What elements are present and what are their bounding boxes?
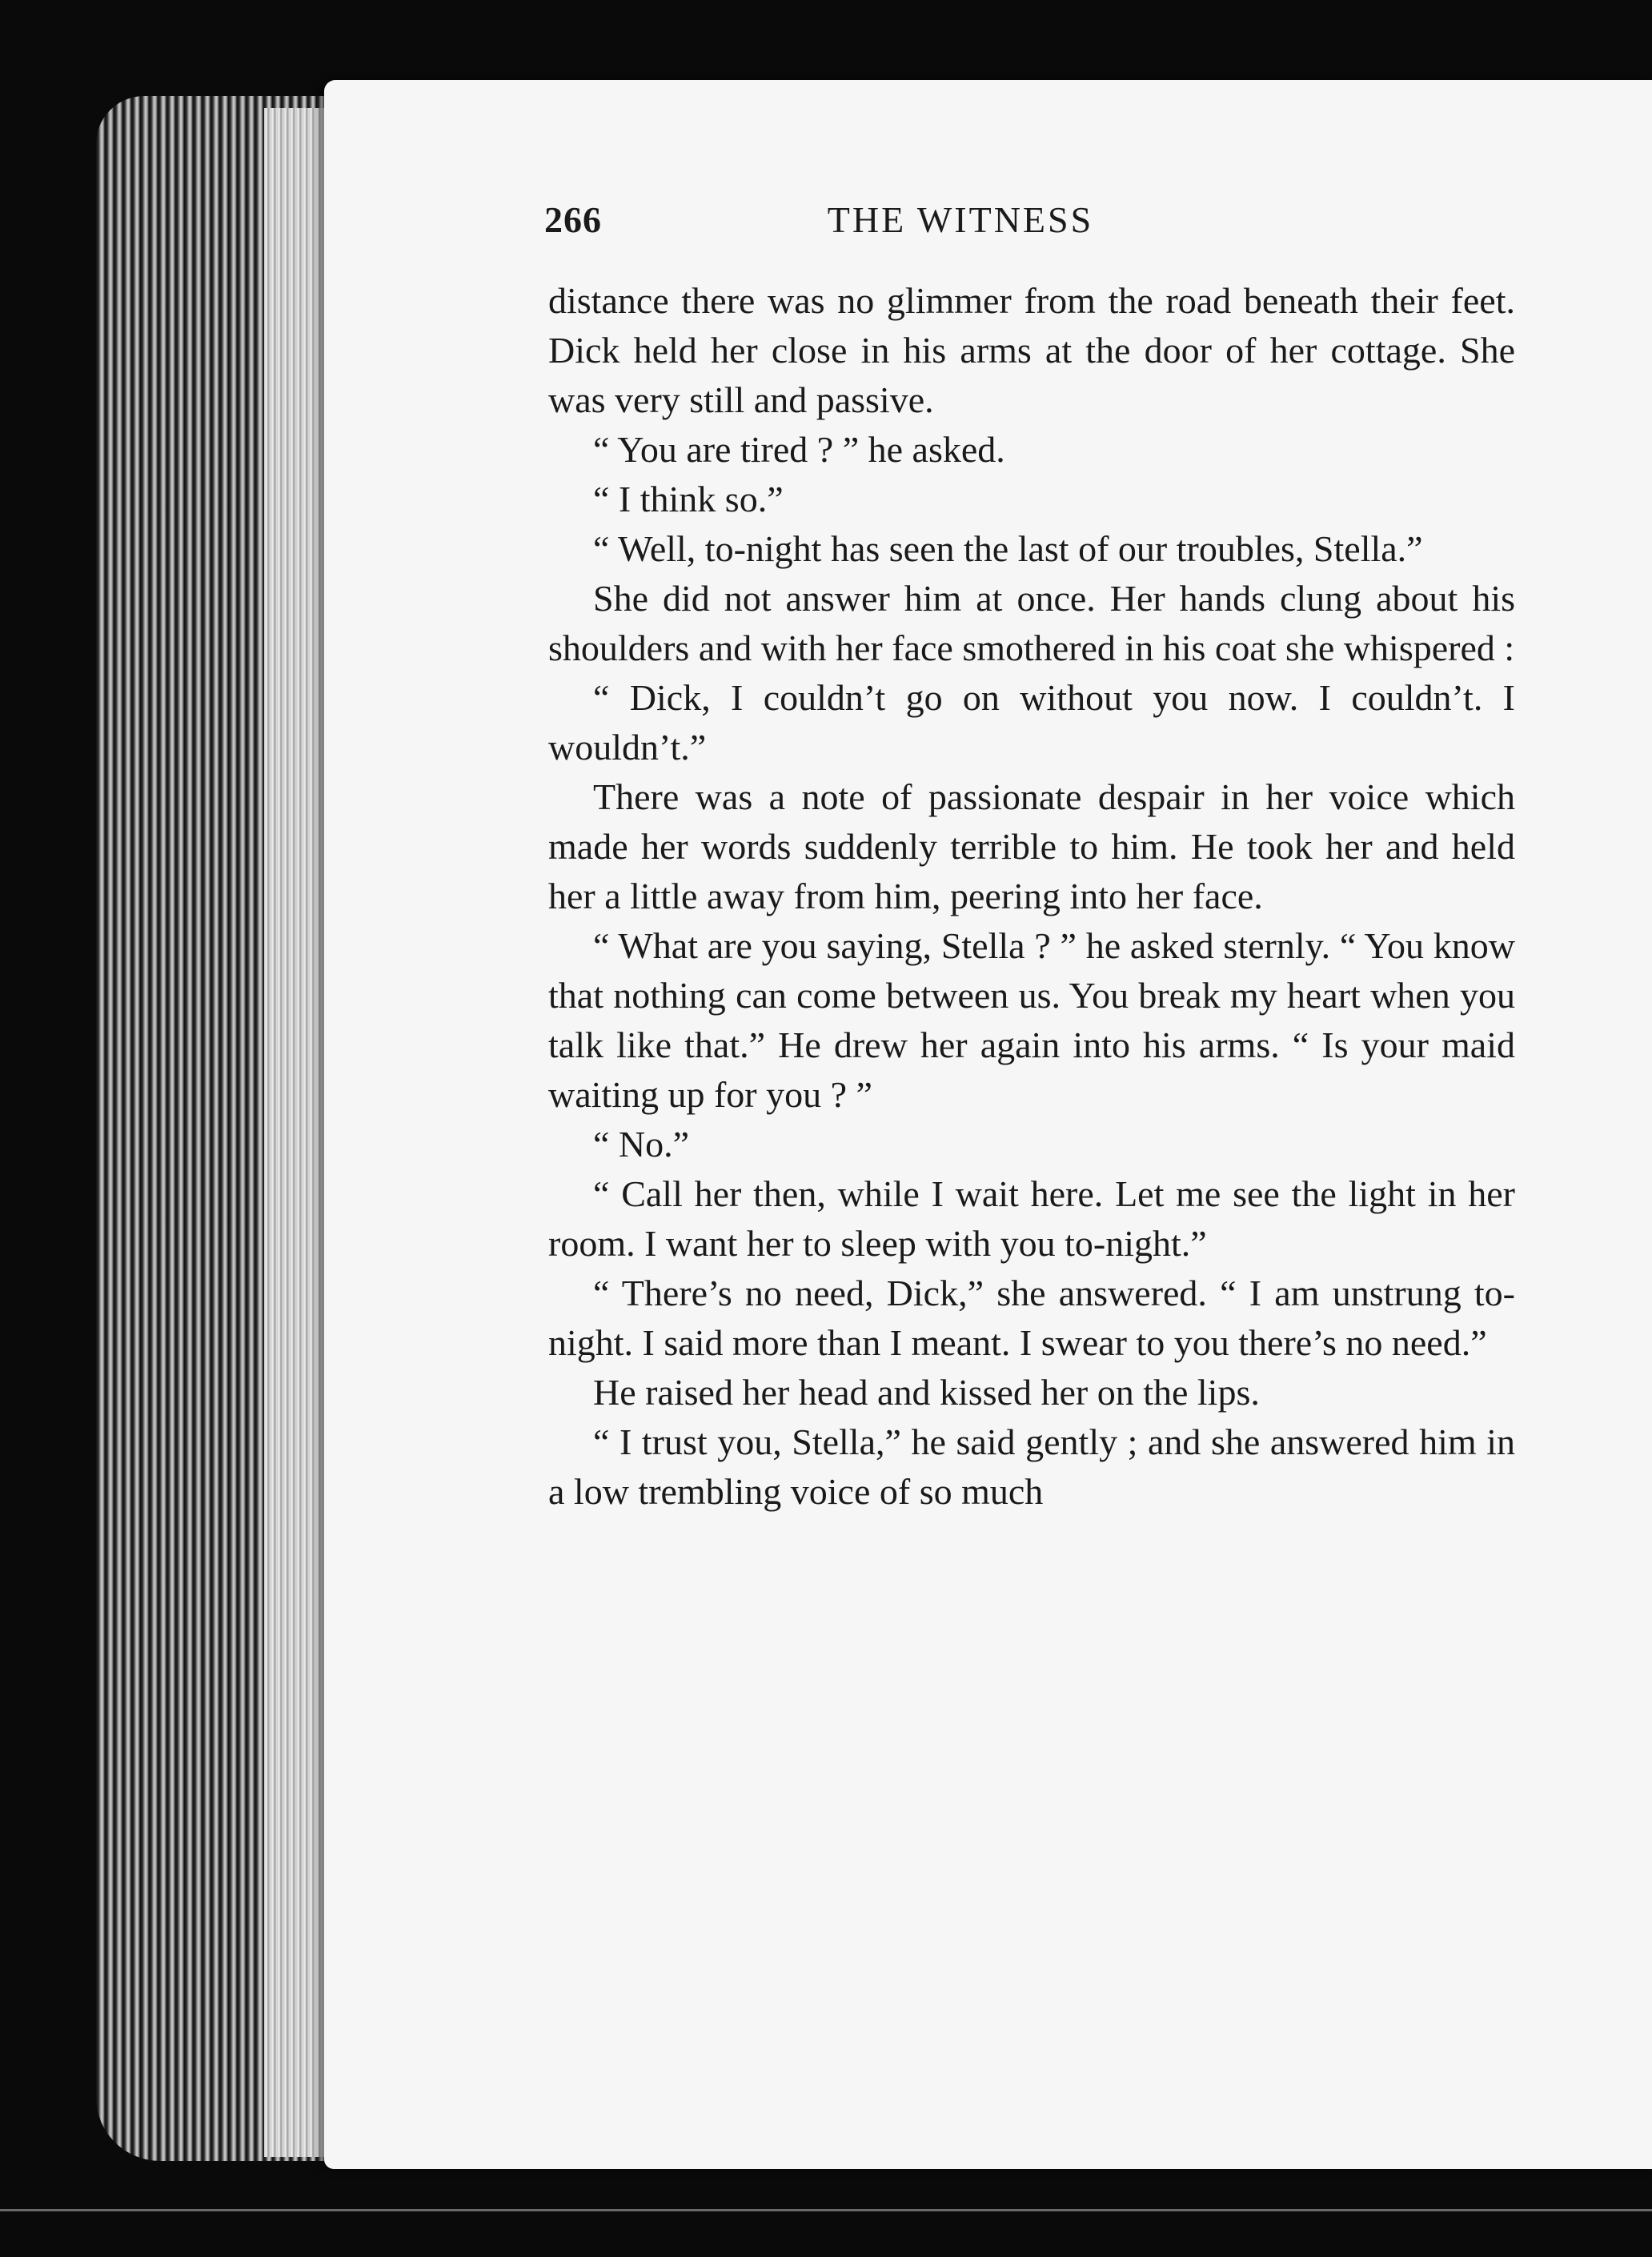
paragraph: “ No.”: [593, 1124, 690, 1165]
paragraph: “ Call her then, while I wait here. Let me see the light in her room. I want her to sleep with you to-night.”: [548, 1173, 1515, 1264]
paragraph: “ I trust you, Stella,” he said gently ; and she answered him in a low trembling voice of so much: [548, 1421, 1515, 1512]
paragraph: She did not answer him at once. Her hands clung about his shoulders and with her face smothered in his coat she whispered :: [548, 578, 1515, 668]
paragraph: There was a note of passionate despair in her voice which made her words suddenly terrible to him. He took her and held her a little away from him, peering into her face.: [548, 776, 1515, 916]
paragraph: distance there was no glimmer from the road beneath their feet. Dick held her close in his arms at the door of her cottage. She was very still and passive.: [548, 280, 1515, 420]
paragraph: “ Well, to-night has seen the last of our troubles, Stella.”: [593, 528, 1423, 569]
paragraph: “ I think so.”: [593, 479, 784, 519]
running-title: THE WITNESS: [827, 199, 1094, 240]
paragraph: “ What are you saying, Stella ? ” he asked sternly. “ You know that nothing can come between us. You break my heart when you talk like that.” He drew her again into his arms. “ Is your maid waiting up for you ? ”: [548, 925, 1515, 1115]
scan-bottom-line: [0, 2209, 1652, 2211]
paragraph: “ Dick, I couldn’t go on without you now. I couldn’t. I wouldn’t.”: [548, 677, 1515, 768]
body-text: [548, 276, 1515, 1517]
page-number: 266: [544, 199, 602, 240]
paragraph: “ There’s no need, Dick,” she answered. “ I am unstrung to-night. I said more than I meant. I swear to you there’s no need.”: [548, 1273, 1515, 1363]
paragraph: “ You are tired ? ” he asked.: [593, 429, 1005, 470]
page-header: [544, 198, 1521, 255]
paragraph: He raised her head and kissed her on the lips.: [593, 1372, 1260, 1413]
